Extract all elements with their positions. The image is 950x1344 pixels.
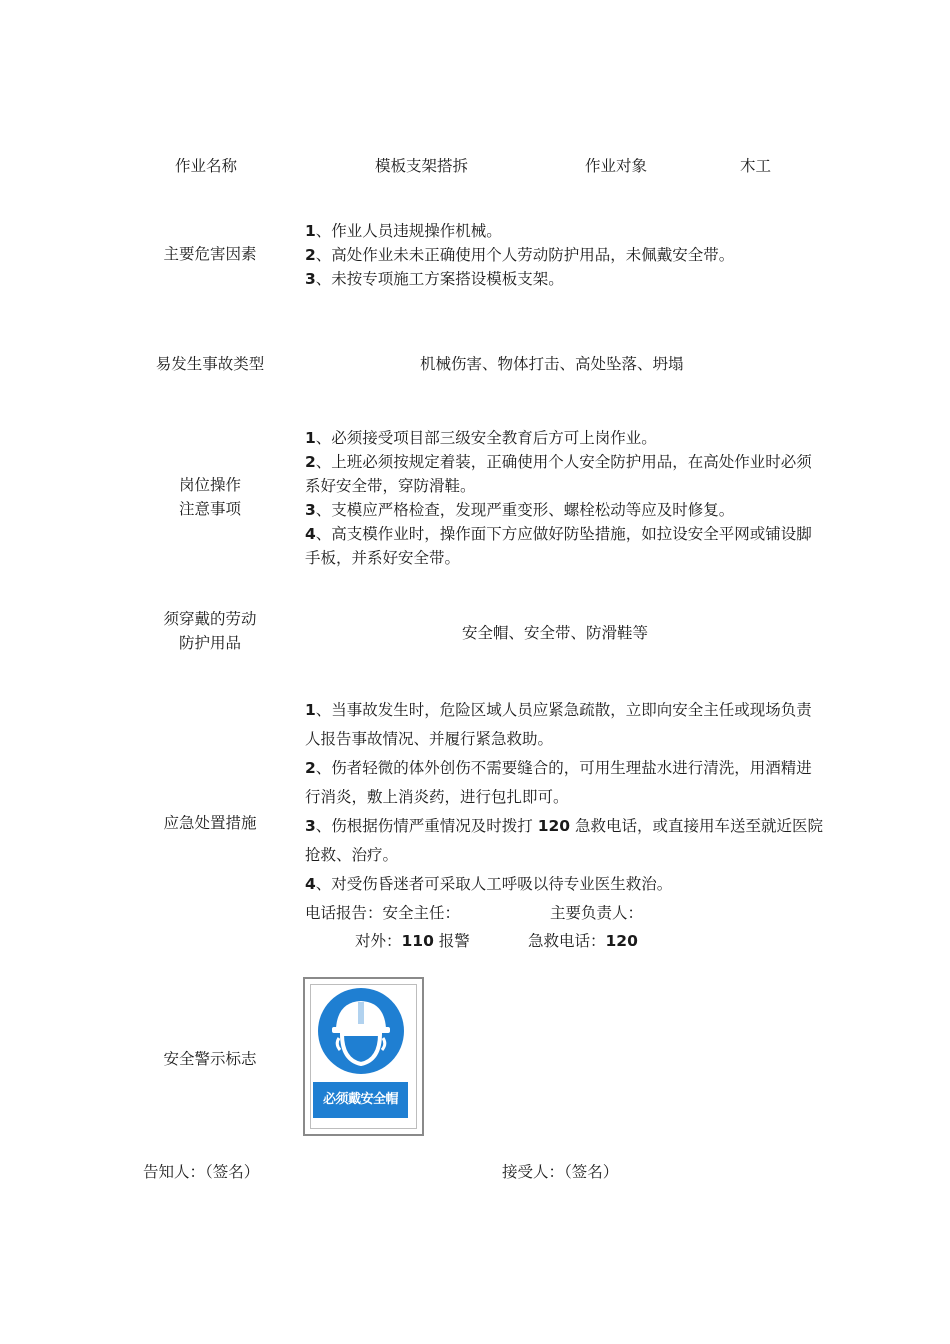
- ppe-label: 须穿戴的劳动 防护用品: [163, 610, 257, 652]
- warning-sign-label: 安全警示标志: [163, 1050, 257, 1068]
- precautions-label: 岗位操作 注意事项: [178, 476, 241, 518]
- accident-types-value: 机械伤害、物体打击、高处坠落、坍塌: [420, 355, 684, 373]
- sign-text: 必须戴安全帽: [313, 1082, 408, 1118]
- emergency-label: 应急处置措施: [163, 814, 257, 832]
- hazard-item: 3、未按专项施工方案搭设模板支架。: [305, 270, 564, 288]
- notifier-signature: 告知人：（签名）: [143, 1163, 260, 1181]
- accident-types-label: 易发生事故类型: [155, 355, 265, 373]
- job-name-value: 模板支架搭拆: [375, 157, 469, 175]
- receiver-signature: 接受人：（签名）: [502, 1163, 619, 1181]
- precaution-item: 4、高支模作业时，操作面下方应做好防坠措施，如拉设安全平网或铺设脚手板，并系好安全带。: [305, 525, 812, 567]
- job-target-value: 木工: [740, 157, 772, 175]
- hard-hat-icon: [318, 988, 404, 1074]
- mandatory-hard-hat-sign: [303, 977, 424, 1136]
- emergency-item: 2、伤者轻微的体外创伤不需要缝合的，可用生理盐水进行清洗，用酒精进行消炎，敷上消炎药，进行包扎即可。: [305, 759, 812, 806]
- phone-report-label: 电话报告：安全主任：: [305, 904, 461, 922]
- precautions-list: [305, 426, 825, 570]
- hazards-label: 主要危害因素: [163, 245, 257, 263]
- emergency-item: 1、当事故发生时，危险区域人员应紧急疏散，立即向安全主任或现场负责人报告事故情况、并履行紧急救助。: [305, 701, 812, 748]
- hazard-item: 1、作业人员违规操作机械。: [305, 222, 502, 240]
- ppe-value: 安全帽、安全带、防滑鞋等: [462, 624, 649, 642]
- job-name-label: 作业名称: [175, 157, 238, 175]
- precaution-item: 2、上班必须按规定着装，正确使用个人安全防护用品，在高处作业时必须系好安全带，穿防滑鞋。: [305, 453, 812, 495]
- hazards-list: [305, 219, 825, 291]
- emergency-phone: 急救电话：120: [528, 932, 638, 950]
- precaution-item: 1、必须接受项目部三级安全教育后方可上岗作业。: [305, 429, 657, 447]
- external-report: 对外：110 报警: [355, 932, 470, 950]
- hazard-item: 2、高处作业未未正确使用个人劳动防护用品，未佩戴安全带。: [305, 246, 735, 264]
- main-responsible-label: 主要负责人：: [550, 904, 644, 922]
- precaution-item: 3、支模应严格检查，发现严重变形、螺栓松动等应及时修复。: [305, 501, 735, 519]
- emergency-list: [305, 696, 825, 899]
- job-target-label: 作业对象: [585, 157, 648, 175]
- emergency-item: 4、对受伤昏迷者可采取人工呼吸以待专业医生救治。: [305, 875, 673, 893]
- emergency-item: 3、伤根据伤情严重情况及时拨打 120 急救电话，或直接用车送至就近医院抢救、治疗。: [305, 817, 824, 864]
